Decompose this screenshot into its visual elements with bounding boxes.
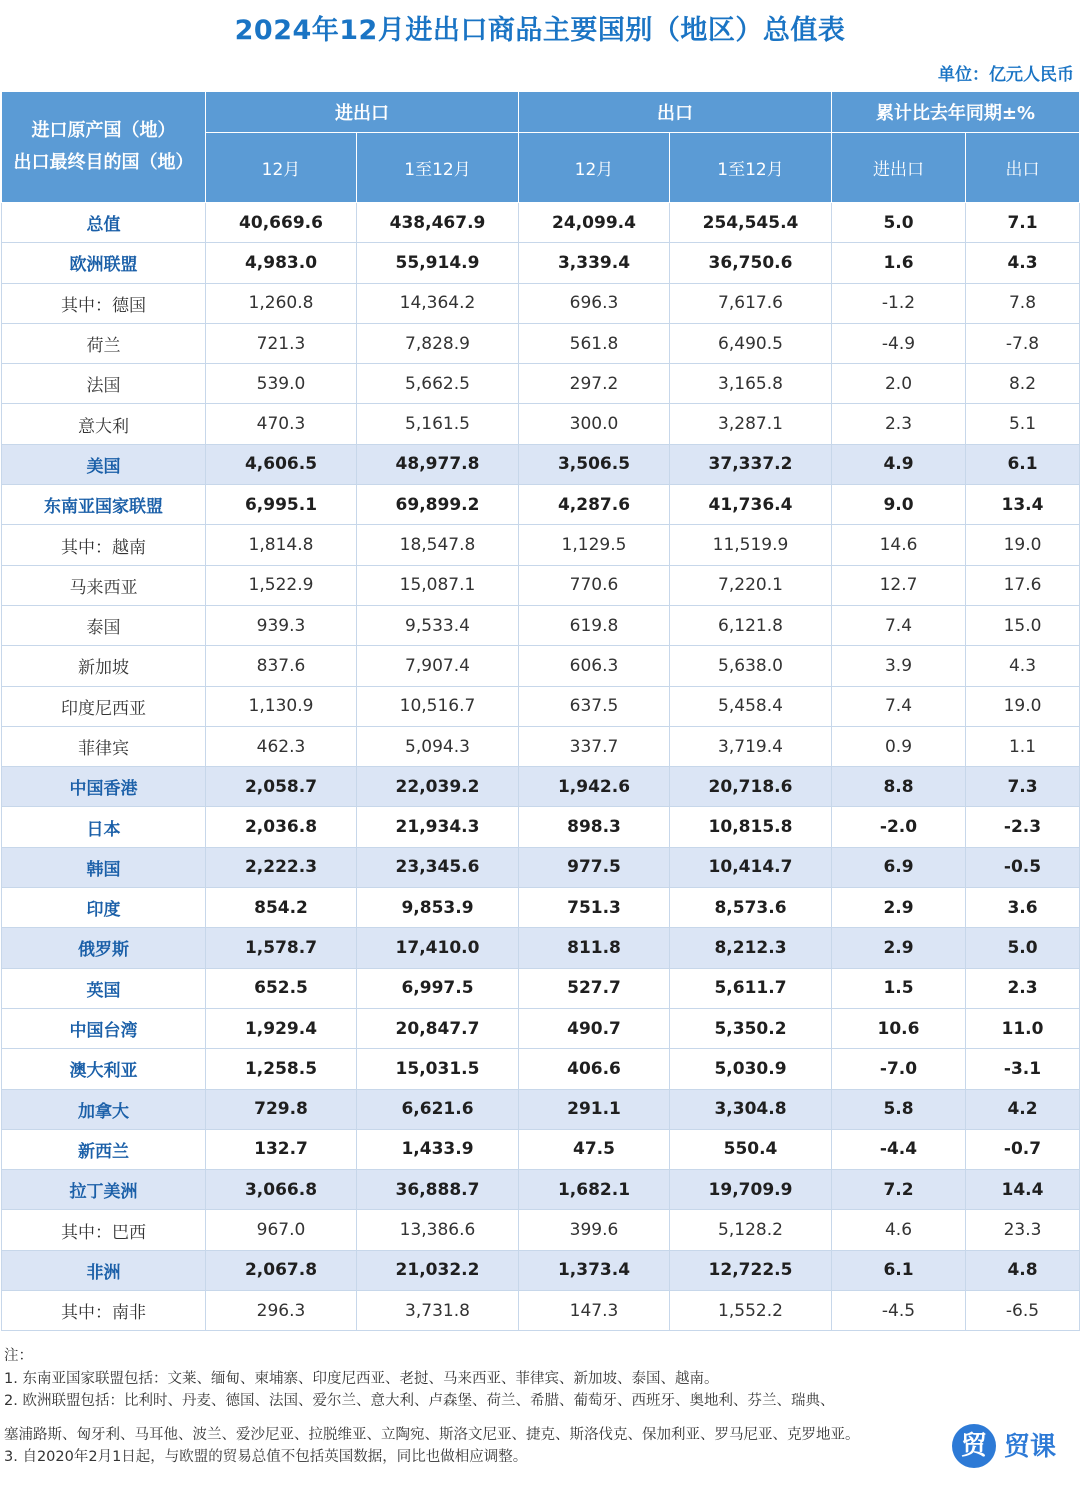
cell-growth-total: 7.4 [832, 686, 966, 726]
cell-export-ytd: 8,212.3 [670, 928, 832, 968]
row-country: 中国香港 [2, 767, 206, 807]
note-3: 3. 自2020年2月1日起，与欧盟的贸易总值不包括英国数据，同比也做相应调整。 [4, 1449, 528, 1465]
table-row [2, 1250, 1080, 1290]
row-country: 法国 [2, 364, 206, 404]
cell-total-dec: 6,995.1 [206, 485, 357, 525]
cell-export-dec: 399.6 [519, 1210, 670, 1250]
cell-export-ytd: 10,815.8 [670, 807, 832, 847]
cell-export-dec: 1,129.5 [519, 525, 670, 565]
cell-growth-total: 5.8 [832, 1089, 966, 1129]
table-row [2, 767, 1080, 807]
cell-total-ytd: 13,386.6 [357, 1210, 519, 1250]
header-country-line1: 进口原产国（地） [31, 120, 176, 141]
cell-export-dec: 337.7 [519, 726, 670, 766]
row-country: 印度 [2, 888, 206, 928]
cell-export-dec: 3,339.4 [519, 243, 670, 283]
cell-total-ytd: 9,853.9 [357, 888, 519, 928]
cell-growth-export: 17.6 [966, 565, 1080, 605]
cell-total-dec: 967.0 [206, 1210, 357, 1250]
table-row [2, 404, 1080, 444]
table-row [2, 928, 1080, 968]
cell-export-ytd: 254,545.4 [670, 203, 832, 243]
cell-growth-export: 19.0 [966, 525, 1080, 565]
row-country: 其中：越南 [2, 525, 206, 565]
cell-growth-total: 5.0 [832, 203, 966, 243]
cell-growth-total: 6.9 [832, 847, 966, 887]
cell-total-dec: 132.7 [206, 1129, 357, 1169]
cell-growth-total: 2.9 [832, 888, 966, 928]
cell-growth-export: 5.0 [966, 928, 1080, 968]
cell-growth-total: 2.3 [832, 404, 966, 444]
cell-export-dec: 619.8 [519, 605, 670, 645]
cell-export-ytd: 7,617.6 [670, 283, 832, 323]
cell-export-ytd: 37,337.2 [670, 444, 832, 484]
cell-export-ytd: 36,750.6 [670, 243, 832, 283]
row-country: 其中：南非 [2, 1291, 206, 1331]
cell-total-ytd: 9,533.4 [357, 605, 519, 645]
cell-export-ytd: 6,490.5 [670, 323, 832, 363]
cell-total-dec: 3,066.8 [206, 1170, 357, 1210]
cell-growth-export: 23.3 [966, 1210, 1080, 1250]
table-row [2, 1089, 1080, 1129]
table-row [2, 203, 1080, 243]
table-row [2, 565, 1080, 605]
cell-total-dec: 470.3 [206, 404, 357, 444]
cell-growth-total: 7.4 [832, 605, 966, 645]
header-group-total: 进出口 [206, 92, 519, 133]
cell-total-ytd: 23,345.6 [357, 847, 519, 887]
cell-growth-total: 6.1 [832, 1250, 966, 1290]
unit-label: 单位：亿元人民币 [938, 65, 1074, 85]
cell-growth-export: 7.8 [966, 283, 1080, 323]
cell-export-ytd: 3,165.8 [670, 364, 832, 404]
cell-growth-total: 2.9 [832, 928, 966, 968]
cell-growth-total: 4.9 [832, 444, 966, 484]
cell-growth-export: 4.3 [966, 243, 1080, 283]
cell-growth-export: 4.8 [966, 1250, 1080, 1290]
row-country: 日本 [2, 807, 206, 847]
cell-growth-export: -2.3 [966, 807, 1080, 847]
cell-total-ytd: 15,087.1 [357, 565, 519, 605]
cell-growth-export: 14.4 [966, 1170, 1080, 1210]
cell-growth-export: 8.2 [966, 364, 1080, 404]
cell-export-ytd: 3,287.1 [670, 404, 832, 444]
cell-export-dec: 696.3 [519, 283, 670, 323]
cell-export-ytd: 12,722.5 [670, 1250, 832, 1290]
cell-growth-export: 5.1 [966, 404, 1080, 444]
cell-total-ytd: 1,433.9 [357, 1129, 519, 1169]
cell-total-ytd: 10,516.7 [357, 686, 519, 726]
cell-total-ytd: 48,977.8 [357, 444, 519, 484]
cell-export-ytd: 1,552.2 [670, 1291, 832, 1331]
cell-export-ytd: 5,638.0 [670, 646, 832, 686]
cell-growth-total: 0.9 [832, 726, 966, 766]
cell-total-dec: 2,222.3 [206, 847, 357, 887]
header-growth-total: 进出口 [832, 133, 966, 203]
row-country: 英国 [2, 968, 206, 1008]
cell-total-dec: 462.3 [206, 726, 357, 766]
table-row [2, 686, 1080, 726]
row-country: 美国 [2, 444, 206, 484]
cell-total-ytd: 20,847.7 [357, 1008, 519, 1048]
header-total-dec: 12月 [206, 133, 357, 203]
cell-total-ytd: 17,410.0 [357, 928, 519, 968]
cell-export-ytd: 5,458.4 [670, 686, 832, 726]
cell-growth-total: 2.0 [832, 364, 966, 404]
cell-total-ytd: 3,731.8 [357, 1291, 519, 1331]
cell-total-dec: 2,058.7 [206, 767, 357, 807]
cell-export-ytd: 41,736.4 [670, 485, 832, 525]
cell-growth-export: -6.5 [966, 1291, 1080, 1331]
table-row [2, 1291, 1080, 1331]
row-country: 意大利 [2, 404, 206, 444]
cell-growth-total: 9.0 [832, 485, 966, 525]
cell-export-dec: 47.5 [519, 1129, 670, 1169]
cell-export-dec: 291.1 [519, 1089, 670, 1129]
header-country-line2: 出口最终目的国（地） [13, 152, 194, 173]
row-country: 澳大利亚 [2, 1049, 206, 1089]
table-row [2, 1210, 1080, 1250]
table-row [2, 847, 1080, 887]
trade-table [1, 91, 1080, 1331]
cell-export-dec: 406.6 [519, 1049, 670, 1089]
row-country: 非洲 [2, 1250, 206, 1290]
cell-export-dec: 751.3 [519, 888, 670, 928]
cell-total-dec: 40,669.6 [206, 203, 357, 243]
cell-total-ytd: 36,888.7 [357, 1170, 519, 1210]
row-country: 韩国 [2, 847, 206, 887]
cell-export-ytd: 20,718.6 [670, 767, 832, 807]
logo-text: 贸课 [1004, 1432, 1057, 1462]
table-row [2, 888, 1080, 928]
cell-export-dec: 606.3 [519, 646, 670, 686]
cell-export-ytd: 550.4 [670, 1129, 832, 1169]
cell-export-ytd: 5,611.7 [670, 968, 832, 1008]
note-1: 1. 东南亚国家联盟包括：文莱、缅甸、柬埔寨、印度尼西亚、老挝、马来西亚、菲律宾、新加坡、泰国、越南。 [4, 1370, 719, 1387]
cell-total-ytd: 22,039.2 [357, 767, 519, 807]
cell-export-dec: 527.7 [519, 968, 670, 1008]
notes-heading: 注： [4, 1348, 33, 1364]
header-total-ytd: 1至12月 [357, 133, 519, 203]
table-row [2, 364, 1080, 404]
cell-total-ytd: 5,094.3 [357, 726, 519, 766]
table-row [2, 485, 1080, 525]
cell-growth-total: -4.5 [832, 1291, 966, 1331]
cell-growth-total: 10.6 [832, 1008, 966, 1048]
cell-total-dec: 1,130.9 [206, 686, 357, 726]
cell-export-ytd: 3,304.8 [670, 1089, 832, 1129]
cell-export-dec: 300.0 [519, 404, 670, 444]
row-country: 俄罗斯 [2, 928, 206, 968]
cell-export-ytd: 5,128.2 [670, 1210, 832, 1250]
row-country: 荷兰 [2, 323, 206, 363]
cell-export-ytd: 5,350.2 [670, 1008, 832, 1048]
cell-export-ytd: 3,719.4 [670, 726, 832, 766]
cell-growth-export: 15.0 [966, 605, 1080, 645]
note-2a: 2. 欧洲联盟包括：比利时、丹麦、德国、法国、爱尔兰、意大利、卢森堡、荷兰、希腊、葡萄牙、西班牙、奥地利、芬兰、瑞典、 [4, 1393, 835, 1409]
cell-export-ytd: 6,121.8 [670, 605, 832, 645]
cell-growth-export: 3.6 [966, 888, 1080, 928]
cell-export-dec: 1,373.4 [519, 1250, 670, 1290]
cell-total-ytd: 6,997.5 [357, 968, 519, 1008]
cell-growth-export: 4.2 [966, 1089, 1080, 1129]
cell-export-dec: 490.7 [519, 1008, 670, 1048]
cell-total-ytd: 6,621.6 [357, 1089, 519, 1129]
cell-export-dec: 1,942.6 [519, 767, 670, 807]
header-export-ytd: 1至12月 [670, 133, 832, 203]
cell-growth-total: 14.6 [832, 525, 966, 565]
row-country: 菲律宾 [2, 726, 206, 766]
header-country [2, 92, 206, 203]
cell-growth-total: -4.9 [832, 323, 966, 363]
cell-growth-export: 11.0 [966, 1008, 1080, 1048]
cell-total-dec: 1,258.5 [206, 1049, 357, 1089]
cell-total-dec: 4,606.5 [206, 444, 357, 484]
cell-total-ytd: 7,907.4 [357, 646, 519, 686]
cell-total-ytd: 15,031.5 [357, 1049, 519, 1089]
table-body [2, 203, 1080, 1331]
cell-export-ytd: 10,414.7 [670, 847, 832, 887]
row-country: 加拿大 [2, 1089, 206, 1129]
cell-total-ytd: 21,032.2 [357, 1250, 519, 1290]
cell-total-ytd: 7,828.9 [357, 323, 519, 363]
note-2b: 塞浦路斯、匈牙利、马耳他、波兰、爱沙尼亚、拉脱维亚、立陶宛、斯洛文尼亚、捷克、斯洛伐克、保加利亚、罗马尼亚、克罗地亚。 [4, 1426, 860, 1443]
table-row [2, 444, 1080, 484]
cell-export-dec: 3,506.5 [519, 444, 670, 484]
table-row [2, 1129, 1080, 1169]
logo [952, 1422, 1074, 1474]
cell-growth-total: 1.6 [832, 243, 966, 283]
cell-total-dec: 652.5 [206, 968, 357, 1008]
table-row [2, 646, 1080, 686]
table-row [2, 968, 1080, 1008]
cell-growth-export: -0.5 [966, 847, 1080, 887]
cell-growth-total: 3.9 [832, 646, 966, 686]
row-country: 其中：巴西 [2, 1210, 206, 1250]
cell-total-dec: 1,929.4 [206, 1008, 357, 1048]
row-country: 印度尼西亚 [2, 686, 206, 726]
cell-growth-total: -1.2 [832, 283, 966, 323]
cell-growth-export: 13.4 [966, 485, 1080, 525]
row-country: 新西兰 [2, 1129, 206, 1169]
row-country: 泰国 [2, 605, 206, 645]
cell-growth-total: 12.7 [832, 565, 966, 605]
cell-growth-export: 2.3 [966, 968, 1080, 1008]
table-row [2, 1170, 1080, 1210]
cell-export-ytd: 8,573.6 [670, 888, 832, 928]
row-country: 东南亚国家联盟 [2, 485, 206, 525]
cell-total-dec: 1,260.8 [206, 283, 357, 323]
cell-total-dec: 939.3 [206, 605, 357, 645]
row-country: 马来西亚 [2, 565, 206, 605]
cell-total-ytd: 5,662.5 [357, 364, 519, 404]
cell-growth-export: -0.7 [966, 1129, 1080, 1169]
cell-export-dec: 561.8 [519, 323, 670, 363]
table-row [2, 283, 1080, 323]
notes [4, 1345, 964, 1469]
cell-export-dec: 24,099.4 [519, 203, 670, 243]
row-country: 其中：德国 [2, 283, 206, 323]
cell-growth-export: 7.1 [966, 203, 1080, 243]
cell-export-dec: 297.2 [519, 364, 670, 404]
cell-total-dec: 2,036.8 [206, 807, 357, 847]
header-export-dec: 12月 [519, 133, 670, 203]
logo-mark: 贸 [952, 1424, 996, 1468]
table-row [2, 1049, 1080, 1089]
cell-growth-total: 8.8 [832, 767, 966, 807]
cell-total-dec: 854.2 [206, 888, 357, 928]
cell-growth-export: 6.1 [966, 444, 1080, 484]
cell-total-ytd: 69,899.2 [357, 485, 519, 525]
cell-growth-total: -4.4 [832, 1129, 966, 1169]
cell-export-dec: 147.3 [519, 1291, 670, 1331]
cell-total-dec: 539.0 [206, 364, 357, 404]
row-country: 欧洲联盟 [2, 243, 206, 283]
cell-export-dec: 637.5 [519, 686, 670, 726]
row-country: 总值 [2, 203, 206, 243]
cell-total-ytd: 21,934.3 [357, 807, 519, 847]
cell-growth-export: -7.8 [966, 323, 1080, 363]
cell-total-dec: 4,983.0 [206, 243, 357, 283]
cell-total-dec: 2,067.8 [206, 1250, 357, 1290]
cell-growth-export: 4.3 [966, 646, 1080, 686]
header-group-export: 出口 [519, 92, 832, 133]
cell-total-ytd: 5,161.5 [357, 404, 519, 444]
cell-total-dec: 1,522.9 [206, 565, 357, 605]
cell-growth-export: 7.3 [966, 767, 1080, 807]
cell-growth-export: 1.1 [966, 726, 1080, 766]
cell-export-ytd: 11,519.9 [670, 525, 832, 565]
cell-total-dec: 721.3 [206, 323, 357, 363]
cell-export-ytd: 5,030.9 [670, 1049, 832, 1089]
table-row [2, 1008, 1080, 1048]
table-row [2, 525, 1080, 565]
cell-export-dec: 4,287.6 [519, 485, 670, 525]
cell-export-dec: 811.8 [519, 928, 670, 968]
cell-total-dec: 1,814.8 [206, 525, 357, 565]
table-row [2, 807, 1080, 847]
header-group-growth: 累计比去年同期±% [832, 92, 1080, 133]
cell-total-dec: 296.3 [206, 1291, 357, 1331]
cell-growth-export: 19.0 [966, 686, 1080, 726]
cell-total-ytd: 438,467.9 [357, 203, 519, 243]
table-row [2, 323, 1080, 363]
cell-growth-total: -2.0 [832, 807, 966, 847]
cell-export-dec: 898.3 [519, 807, 670, 847]
cell-growth-export: -3.1 [966, 1049, 1080, 1089]
cell-export-ytd: 19,709.9 [670, 1170, 832, 1210]
row-country: 中国台湾 [2, 1008, 206, 1048]
cell-growth-total: 1.5 [832, 968, 966, 1008]
row-country: 拉丁美洲 [2, 1170, 206, 1210]
cell-total-ytd: 14,364.2 [357, 283, 519, 323]
cell-growth-total: 7.2 [832, 1170, 966, 1210]
cell-export-ytd: 7,220.1 [670, 565, 832, 605]
row-country: 新加坡 [2, 646, 206, 686]
cell-total-dec: 837.6 [206, 646, 357, 686]
table-row [2, 243, 1080, 283]
table-row [2, 605, 1080, 645]
cell-total-dec: 1,578.7 [206, 928, 357, 968]
cell-total-ytd: 18,547.8 [357, 525, 519, 565]
cell-export-dec: 1,682.1 [519, 1170, 670, 1210]
cell-growth-total: -7.0 [832, 1049, 966, 1089]
cell-export-dec: 977.5 [519, 847, 670, 887]
header-growth-export: 出口 [966, 133, 1080, 203]
cell-total-ytd: 55,914.9 [357, 243, 519, 283]
table-row [2, 726, 1080, 766]
cell-growth-total: 4.6 [832, 1210, 966, 1250]
cell-export-dec: 770.6 [519, 565, 670, 605]
cell-total-dec: 729.8 [206, 1089, 357, 1129]
page-title: 2024年12月进出口商品主要国别（地区）总值表 [234, 15, 846, 46]
